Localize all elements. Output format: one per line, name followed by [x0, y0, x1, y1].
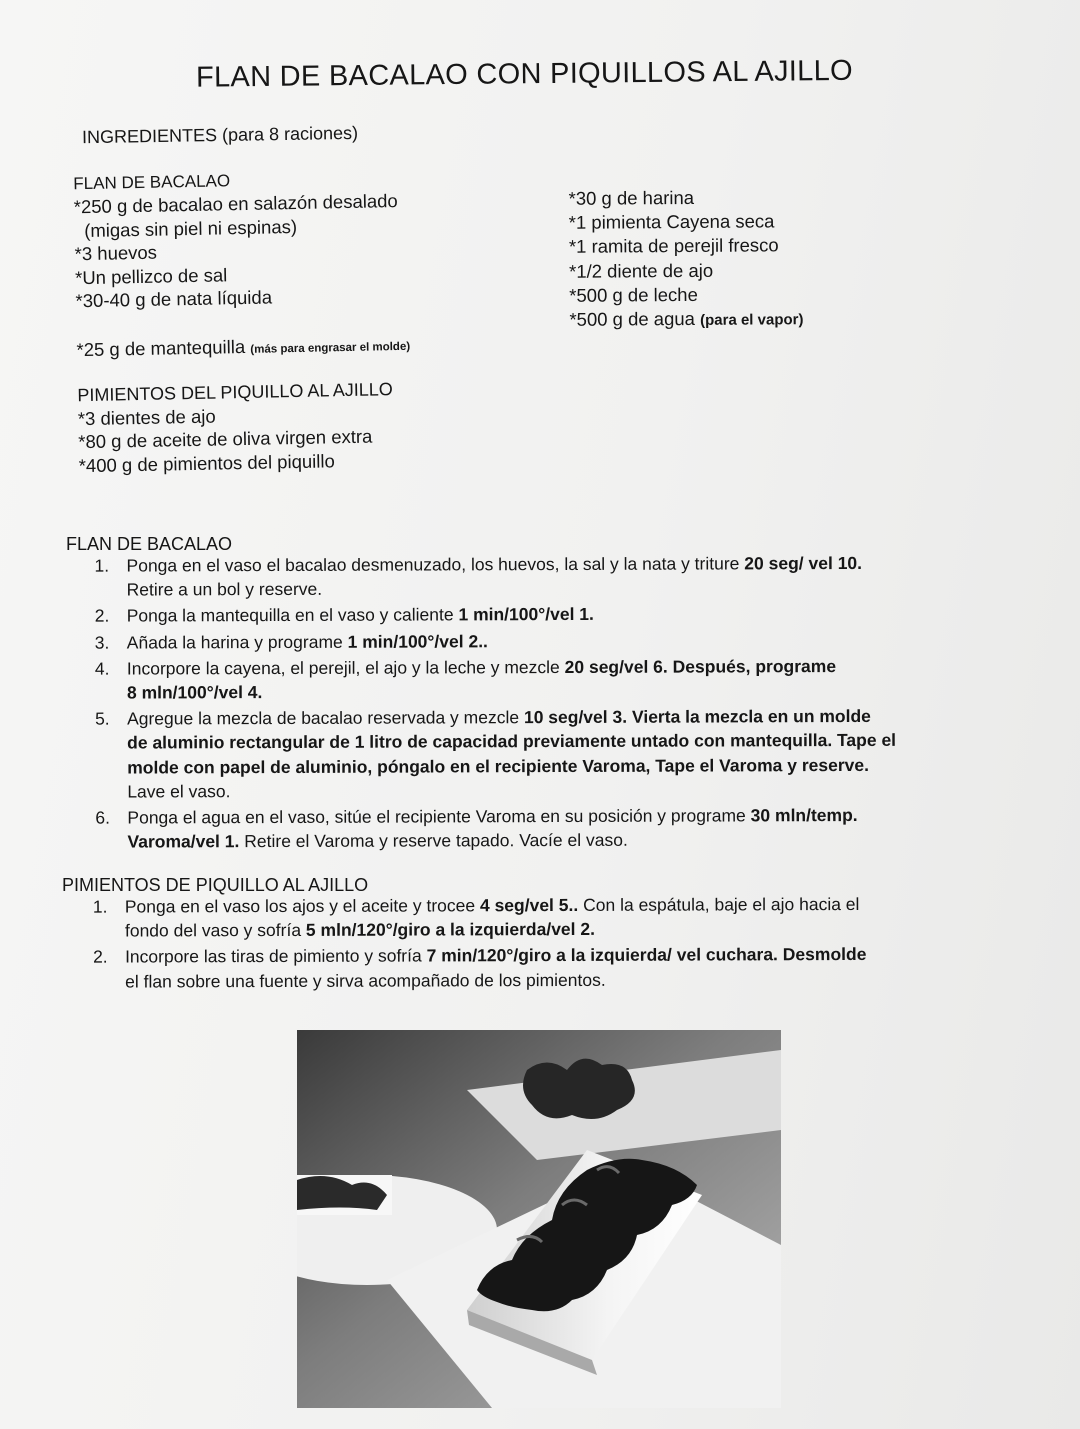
step-item [95, 802, 1007, 853]
flan-photo [297, 1030, 781, 1408]
step-item [94, 550, 1006, 601]
ingredient-item: *1 ramita de perejil fresco [568, 234, 779, 258]
step-text-line: Retire el Varoma y reserve tapado. Vacíe el vaso. [244, 830, 628, 852]
step-number: 1. [92, 896, 108, 917]
step-text-line: Lave el vaso. [127, 781, 231, 802]
step-setting: 20 seg/vel 6. [564, 656, 668, 677]
step-text: Incorpore las tiras de pimiento y sofría [125, 945, 422, 967]
step-number: 1. [94, 555, 110, 576]
left-ingredients-column [73, 167, 412, 477]
recipe-title: FLAN DE BACALAO CON PIQUILLOS AL AJILLO [195, 54, 854, 94]
ingredient-item: (migas sin piel ni espinas) [84, 215, 298, 241]
pepper-ingredients-heading: PIMIENTOS DEL PIQUILLO AL AJILLO [77, 378, 393, 405]
step-number: 6. [95, 807, 111, 828]
butter-ingredient [76, 331, 410, 364]
step-number: 4. [94, 658, 110, 679]
step-setting: 1 min/100°/vel 1. [458, 604, 594, 625]
flan-ingredients-heading: FLAN DE BACALAO [73, 171, 231, 194]
ingredient-item: *Un pellizco de sal [74, 263, 228, 288]
flan-section-heading: FLAN DE BACALAO [66, 534, 233, 554]
step-item [94, 601, 1007, 628]
ingredient-item: *1/2 diente de ajo [569, 259, 714, 282]
step-text-line: Retire a un bol y reserve. [126, 579, 323, 600]
ingredient-item: *3 dientes de ajo [77, 405, 216, 429]
step-item [93, 942, 1005, 993]
step-text: Agregue la mezcla de bacalao reservada y mezcle [127, 707, 520, 729]
step-setting: 10 seg/vel 3. [523, 707, 628, 728]
ingredient-item: *400 g de pimientos del piquillo [78, 449, 335, 476]
step-item [95, 704, 1007, 804]
step-setting-line: 8 mln/100°/vel 4. [126, 682, 263, 703]
step-text-line: de aluminio rectangular de 1 litro de capacidad previamente untado con mantequilla. Tape el [127, 730, 897, 753]
ingredient-item: *1 pimienta Cayena seca [568, 210, 775, 234]
step-setting: 30 mln/temp. [750, 805, 858, 826]
step-setting: 20 seg/ vel 10. [744, 552, 863, 574]
ingredient-item: *30 g de harina [568, 186, 695, 209]
ingredient-item: *500 g de leche [569, 283, 698, 306]
step-text-line: molde con papel de aluminio, póngalo en el recipiente Varoma, Tape el Varoma y reserve. [127, 754, 869, 778]
step-number: 2. [94, 606, 110, 627]
ingredient-item: *3 huevos [74, 241, 158, 265]
step-setting: 4 seg/vel 5.. [479, 894, 579, 916]
water-text: *500 g de agua [569, 307, 695, 330]
step-text: Ponga la mantequilla en el vaso y caliente [126, 604, 454, 626]
step-tail: Vierta la mezcla en un molde [631, 706, 871, 727]
water-note: (para el vapor) [700, 311, 804, 329]
step-text: Ponga el agua en el vaso, sitúe el recipiente Varoma en su posición y programe [127, 805, 746, 828]
step-number: 2. [93, 947, 108, 968]
ingredients-header: INGREDIENTES (para 8 raciones) [81, 122, 359, 148]
pepper-section-heading: PIMIENTOS DE PIQUILLO AL AJILLO [62, 875, 369, 895]
step-item [94, 627, 1007, 654]
step-setting: 1 min/100°/vel 2.. [347, 630, 488, 652]
step-text-line: fondo del vaso y sofría [124, 920, 302, 941]
ingredient-item: *30-40 g de nata líquida [75, 286, 273, 312]
butter-note: (más para engrasar el molde) [250, 340, 411, 356]
step-tail: Con la espátula, baje el ajo hacia el [583, 893, 860, 915]
butter-text: *25 g de mantequilla [76, 335, 246, 360]
step-item [94, 653, 1007, 704]
right-ingredients-column [568, 185, 803, 334]
step-text: Añada la harina y programe [126, 631, 343, 653]
step-tail: Desmolde [782, 944, 867, 965]
step-number: 3. [94, 632, 110, 653]
step-text: Ponga en el vaso el bacalao desmenuzado, los huevos, la sal y la nata y triture [126, 553, 740, 576]
step-tail: Después, programe [672, 655, 837, 677]
flan-steps-list [94, 550, 1007, 856]
step-item [92, 891, 1005, 942]
ingredient-item: *250 g de bacalao en salazón desalado [73, 190, 398, 218]
step-text: Ponga en el vaso los ajos y el aceite y trocee [124, 895, 476, 917]
step-setting: 7 min/120°/giro a la izquierda/ vel cuchara. [426, 944, 778, 966]
pepper-steps-list [92, 891, 1005, 995]
ingredient-item [569, 306, 803, 334]
step-setting-line: 5 mln/120°/giro a la izquierda/vel 2. [305, 919, 596, 941]
step-number: 5. [95, 708, 110, 729]
flan-photo-illustration [297, 1030, 781, 1408]
ingredient-item: *80 g de aceite de oliva virgen extra [78, 425, 373, 453]
step-setting-line: Varoma/vel 1. [127, 831, 240, 852]
step-text: Incorpore la cayena, el perejil, el ajo y la leche y mezcle [126, 656, 560, 679]
step-text-line: el flan sobre una fuente y sirva acompañado de los pimientos. [125, 969, 606, 992]
